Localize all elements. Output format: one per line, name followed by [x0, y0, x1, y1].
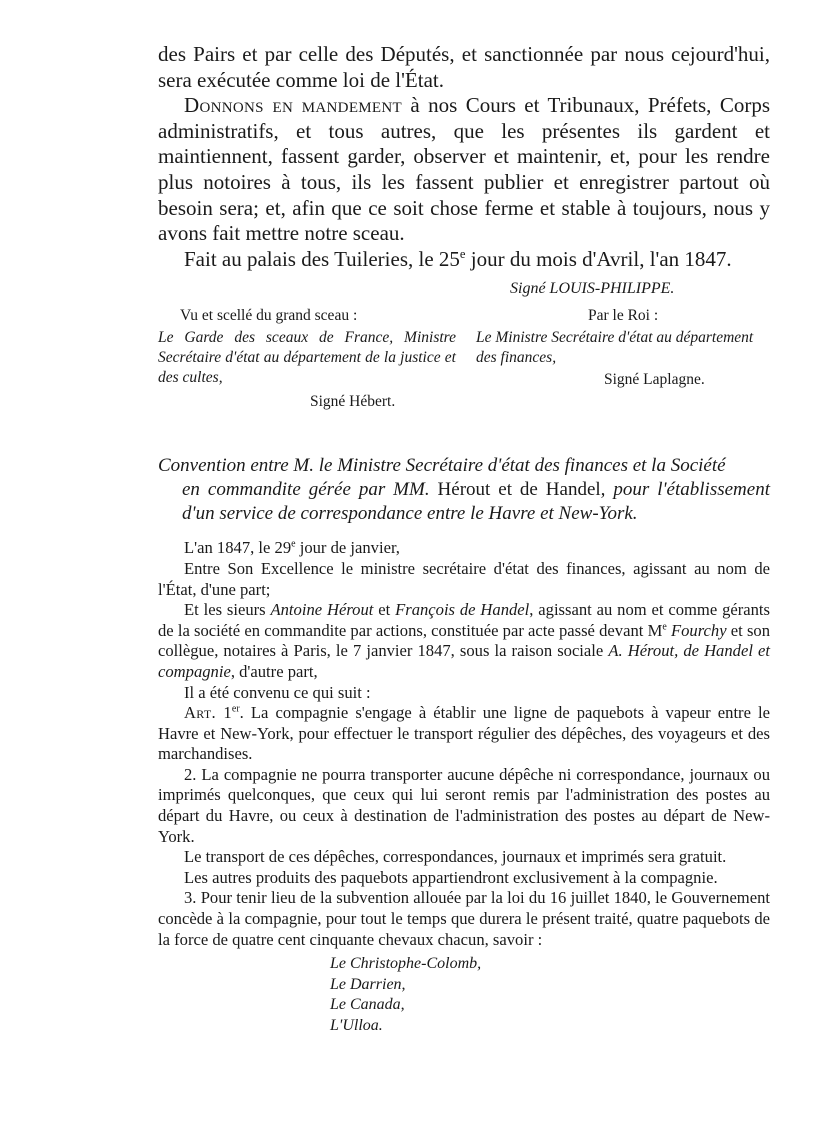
done-at-a: Fait au palais des Tuileries, le 25 [184, 246, 460, 271]
done-at-b: jour du mois d'Avril, l'an 1847. [465, 246, 732, 271]
keeper-title: Le Garde des sceaux de France, Ministre Secrétaire d'état au département de la justice et des cultes, [158, 329, 456, 387]
parties-paragraph [158, 600, 770, 682]
parties-1: Et les sieurs [184, 600, 271, 620]
between-paragraph: Entre Son Excellence le ministre secrétaire d'état des finances, agissant au nom de l'État, d'une part; [158, 558, 770, 599]
opening-line: des Pairs et par celle des Députés, et sanctionnée par nous cejourd'hui, sera exécutée comme loi de l'État. [158, 42, 770, 92]
done-at-paragraph [158, 247, 770, 273]
convention-title-rest [158, 478, 770, 526]
mandate-rest: à nos Cours et Tribunaux, Préfets, Corps administratifs, et tous autres, que les présentes ils gardent et maintiennent, fassent garder, observer et maintenir, et, pour les rendre plus notoires à tous, ils les fassent publier et enregistrer partout où besoin sera; et, afin que ce soit chose ferme et stable à toujours, nous y avons fait mettre notre sceau. [158, 93, 770, 246]
convention-title [158, 454, 770, 526]
seen-sealed: Vu et scellé du grand sceau : [180, 307, 358, 325]
parties-3: , agissant au nom et comme gérants de la société en commandite par actions, constituée par acte passé devant M [158, 600, 770, 640]
parties-2: et [373, 600, 396, 620]
done-at-sup: e [459, 246, 466, 261]
signature-block [158, 306, 770, 436]
parties-sup: e [662, 621, 667, 633]
ordinance-text [158, 42, 770, 272]
convention-body [158, 538, 770, 950]
agreed-line: Il a été convenu ce qui suit : [184, 682, 371, 702]
article-2: 2. La compagnie ne pourra transporter aucune dépêche ni correspondance, journaux ou imprimés quelconques, que ceux qui lui seront remis par l'administration des postes au départ du Havre, ou ceux à destination de l'administration des postes au départ de New-York. [158, 764, 770, 846]
article-1-sup: er [231, 703, 240, 715]
mandate-caps: Donnons en mandement [184, 93, 402, 118]
parties-name1: Antoine Hérout [270, 600, 374, 620]
ship-item: Le Canada, [330, 996, 405, 1014]
article-1-label: Art. 1 [184, 703, 232, 723]
date-line [158, 538, 770, 559]
parties-5: , d'autre part, [230, 661, 318, 681]
article-1-text: . La compagnie s'engage à établir une ligne de paquebots à vapeur entre le Havre et New-York, pour effectuer le transport régulier des dépêches, des voyageurs et des marchandises. [158, 703, 770, 764]
parties-4: et son collègue, notaires à Paris, le 7 janvier 1847, sous la raison sociale [158, 620, 771, 661]
parties-name2: François de Handel [395, 600, 530, 620]
ship-item: L'Ulloa. [330, 1016, 383, 1034]
ship-list [158, 954, 770, 1036]
article-3: 3. Pour tenir lieu de la subvention allouée par la loi du 16 juillet 1840, le Gouvernement concède à la compagnie, pour tout le temps que durera le présent traité, quatre paquebots de la force de quatre cent cinquante chevaux chacun, savoir : [158, 888, 770, 949]
king-signed: Signé LOUIS-PHILIPPE. [510, 280, 675, 298]
parties-notary: Fourchy [666, 620, 727, 640]
hebert-signed: Signé Hébert. [310, 393, 396, 411]
date-a: L'an 1847, le 29 [184, 538, 292, 558]
convention-names: Hérout et de Handel [437, 479, 601, 501]
ship-item: Le Darrien, [330, 975, 406, 993]
convention-title-a: Convention entre M. le Ministre Secrétaire d'état des finances et la Société [158, 455, 726, 477]
laplagne-signed: Signé Laplagne. [604, 371, 705, 389]
article-2-free: Le transport de ces dépêches, correspondances, journaux et imprimés sera gratuit. [184, 847, 727, 867]
convention-title-b: en commandite gérée par MM. [182, 479, 438, 501]
by-king: Par le Roi : [588, 307, 659, 325]
article-2-products: Les autres produits des paquebots appartiendront exclusivement à la compagnie. [184, 867, 718, 887]
document-page [158, 42, 770, 1036]
date-sup: e [291, 538, 296, 550]
mandate-paragraph [158, 93, 770, 247]
ship-item: Le Christophe-Colomb, [330, 955, 482, 973]
convention-title-c: , pour l'établissement d'un service de correspondance entre le Havre et New-York. [182, 479, 770, 525]
date-b: jour de janvier, [295, 538, 400, 558]
king-signature [158, 278, 770, 300]
article-1 [158, 703, 770, 765]
minister-title: Le Ministre Secrétaire d'état au département des finances, [476, 329, 754, 367]
parties-firm: A. Hérout, de Handel et compagnie [158, 641, 770, 681]
